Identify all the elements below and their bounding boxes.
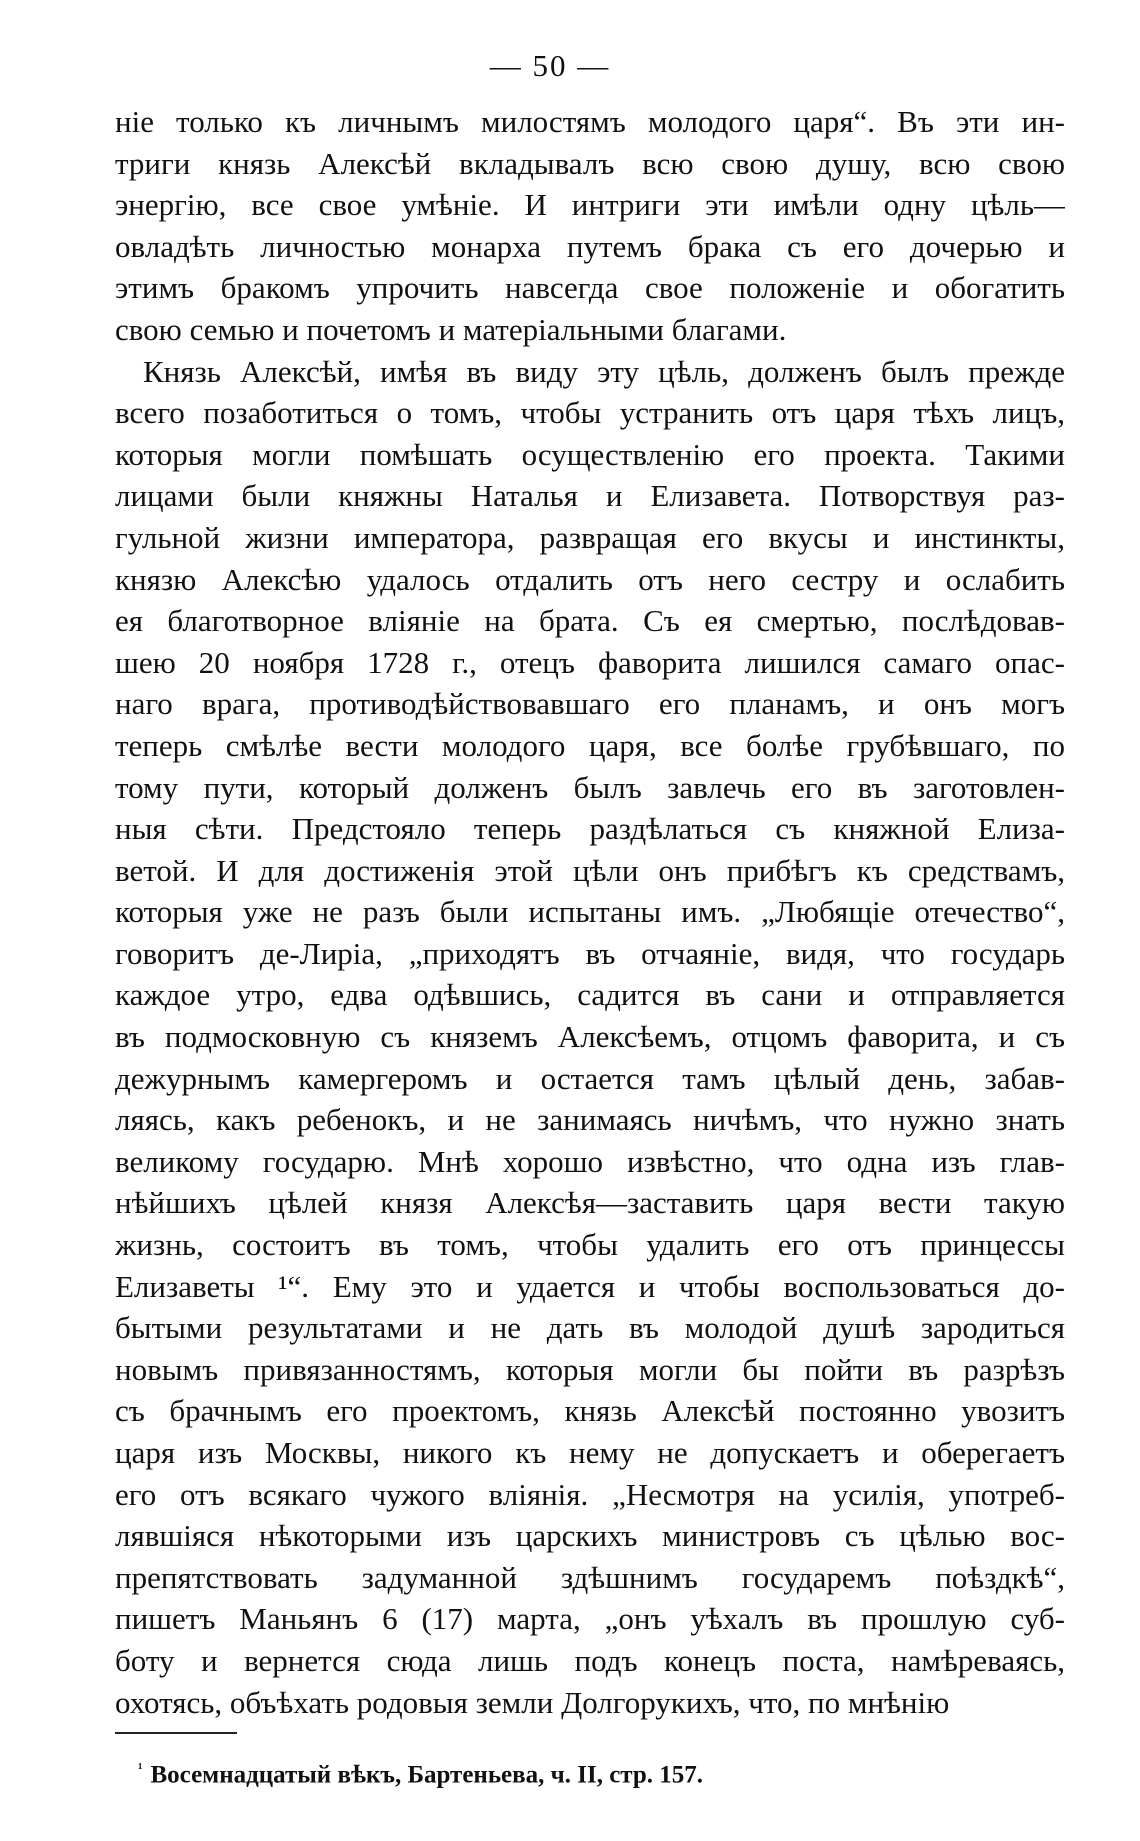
text-line: новымъ привязанностямъ, которыя могли бы пойти въ разрѣзъ	[115, 1351, 1065, 1387]
text-line: каждое утро, едва одѣвшись, садится въ сани и отправляется	[115, 977, 1065, 1013]
text-line: свою семью и почетомъ и матеріальными благами.	[115, 311, 787, 347]
text-line: этимъ бракомъ упрочить навсегда свое положеніе и обогатить	[115, 270, 1065, 306]
text-line: лявшіяся нѣкоторыми изъ царскихъ министровъ съ цѣлью вос-	[115, 1518, 1065, 1554]
text-line: ея благотворное вліяніе на брата. Съ ея смертью, послѣдовав-	[115, 603, 1065, 639]
text-line: Князь Алексѣй, имѣя въ виду эту цѣль, долженъ былъ прежде	[143, 353, 1065, 389]
page-number: — 50 —	[489, 48, 611, 83]
text-line: наго врага, противодѣйствовавшаго его планамъ, и онъ могъ	[115, 686, 1065, 722]
text-line: пишетъ Маньянъ 6 (17) марта, „онъ уѣхалъ въ прошлую суб-	[115, 1601, 1065, 1637]
text-line: съ брачнымъ его проектомъ, князь Алексѣй постоянно увозитъ	[115, 1393, 1065, 1429]
text-line: дежурнымъ камергеромъ и остается тамъ цѣлый день, забав-	[115, 1060, 1065, 1096]
text-line: въ подмосковную съ княземъ Алексѣемъ, отцомъ фаворита, и съ	[115, 1019, 1065, 1055]
text-line: триги князь Алексѣй вкладывалъ всю свою душу, всю свою	[115, 145, 1065, 181]
text-line: ніе только къ личнымъ милостямъ молодого царя“. Въ эти ин-	[115, 104, 1065, 139]
text-line: овладѣть личностью монарха путемъ брака съ его дочерью и	[115, 228, 1065, 264]
text-line: Елизаветы ¹“. Ему это и удается и чтобы воспользоваться до-	[115, 1268, 1065, 1304]
footnote-text: Восемнадцатый вѣкъ, Бартеньева, ч. II, стр. 157.	[150, 1761, 704, 1789]
text-line: его отъ всякаго чужого вліянія. „Несмотря на усилія, употреб-	[115, 1476, 1065, 1512]
text-line: которыя уже не разъ были испытаны имъ. „Любящіе отечество“,	[115, 894, 1065, 930]
text-line: говоритъ де-Лиріа, „приходятъ въ отчаяніе, видя, что государь	[115, 935, 1065, 971]
text-line: жизнь, состоитъ въ томъ, чтобы удалить его отъ принцессы	[115, 1227, 1065, 1263]
text-line: лицами были княжны Наталья и Елизавета. Потворствуя раз-	[115, 478, 1065, 514]
text-line: тому пути, который долженъ былъ завлечь его въ заготовлен-	[115, 769, 1065, 805]
text-line: шею 20 ноября 1728 г., отецъ фаворита лишился самаго опас-	[115, 644, 1065, 680]
text-line: которыя могли помѣшать осуществленію его проекта. Такими	[115, 436, 1065, 472]
text-line: царя изъ Москвы, никого къ нему не допускаетъ и оберегаетъ	[115, 1435, 1065, 1470]
text-line: теперь смѣлѣе вести молодого царя, все болѣе грубѣвшаго, по	[115, 727, 1065, 763]
paragraph-1	[115, 101, 1065, 351]
text-line: ляясь, какъ ребенокъ, и не занимаясь ничѣмъ, что нужно знать	[115, 1102, 1065, 1138]
text-line: ветой. И для достиженія этой цѣли онъ прибѣгъ къ средствамъ,	[115, 852, 1065, 888]
text-line: бытыми результатами и не дать въ молодой душѣ зародиться	[115, 1310, 1065, 1346]
text-line: охотясь, объѣхать родовыя земли Долгорукихъ, что, по мнѣнію	[115, 1684, 950, 1720]
text-line: князю Алексѣю удалось отдалить отъ него сестру и ослабить	[115, 561, 1065, 597]
body-text	[115, 101, 1065, 1723]
text-line: нѣйшихъ цѣлей князя Алексѣя—заставить царя вести такую	[115, 1185, 1065, 1221]
footnote-divider	[115, 1732, 237, 1734]
footnote	[138, 1754, 1038, 1790]
paragraph-2	[115, 351, 1065, 1724]
text-line: всего позаботиться о томъ, чтобы устранить отъ царя тѣхъ лицъ,	[115, 395, 1065, 431]
footnote-mark: ¹	[138, 1761, 143, 1777]
text-line: боту и вернется сюда лишь подъ конецъ поста, намѣреваясь,	[115, 1642, 1065, 1678]
text-line: гульной жизни императора, развращая его вкусы и инстинкты,	[115, 519, 1065, 555]
text-line: великому государю. Мнѣ хорошо извѣстно, что одна изъ глав-	[115, 1143, 1065, 1179]
text-line: энергію, все свое умѣніе. И интриги эти имѣли одну цѣль—	[115, 187, 1065, 223]
text-line: ныя сѣти. Предстояло теперь раздѣлаться съ княжной Елиза-	[115, 811, 1065, 847]
text-line: препятствовать задуманной здѣшнимъ государемъ поѣздкѣ“,	[115, 1559, 1065, 1595]
